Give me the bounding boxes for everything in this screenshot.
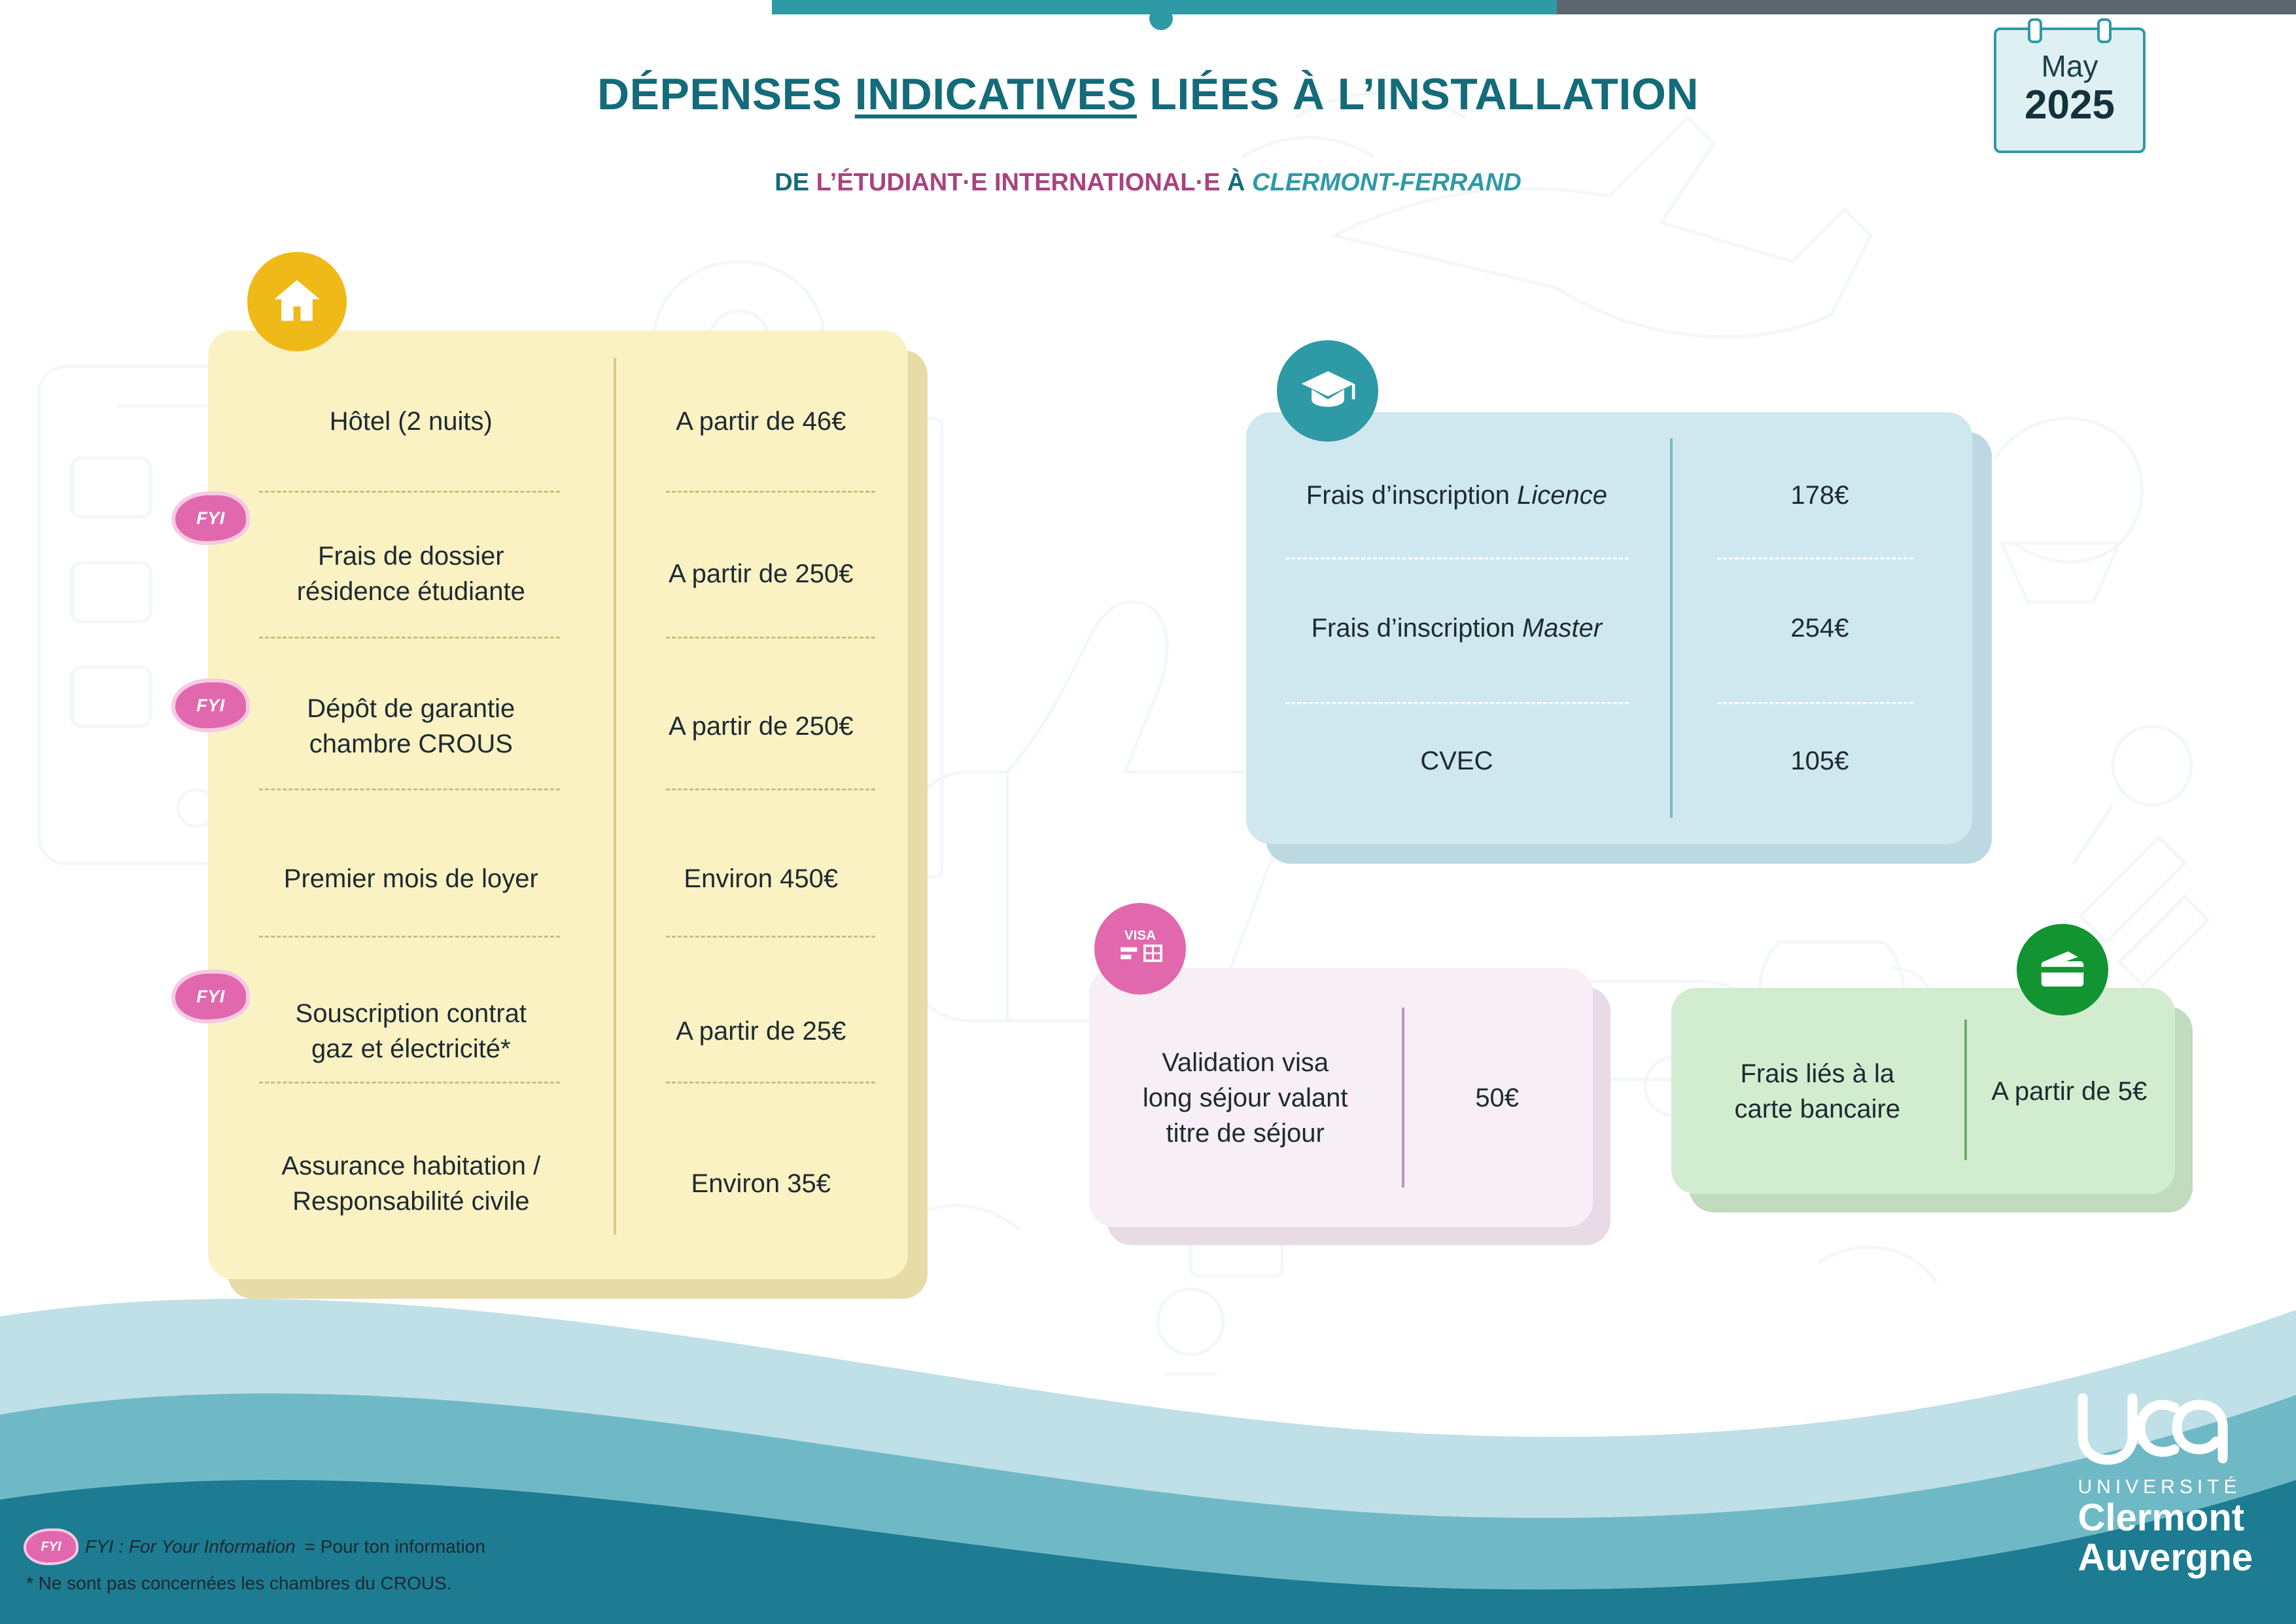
housing-row-0-value: A partir de 46€ bbox=[676, 406, 846, 436]
tuition-separator-1-right bbox=[1717, 702, 1913, 704]
subtitle-highlight: L’ÉTUDIANT·E INTERNATIONAL·E bbox=[816, 169, 1221, 196]
table-row bbox=[208, 955, 908, 1107]
tuition-row-0-label-text: Frais d’inscription bbox=[1306, 481, 1518, 510]
housing-rows bbox=[208, 330, 908, 1279]
bank-card-icon bbox=[2017, 924, 2108, 1015]
visa-card-icon bbox=[1094, 903, 1186, 995]
page-subtitle bbox=[0, 169, 2296, 197]
subtitle-city: CLERMONT-FERRAND bbox=[1252, 169, 1522, 196]
title-part-1: DÉPENSES bbox=[597, 69, 855, 119]
housing-row-3-value: Environ 450€ bbox=[684, 864, 839, 893]
tuition-separator-0-left bbox=[1285, 557, 1629, 559]
table-row bbox=[208, 345, 908, 497]
title-underlined-word: INDICATIVES bbox=[854, 69, 1137, 119]
tuition-row-2-value: 105€ bbox=[1790, 746, 1849, 775]
housing-row-5-value: Environ 35€ bbox=[691, 1169, 831, 1198]
housing-separator-3-left bbox=[259, 936, 560, 938]
tuition-rows bbox=[1246, 412, 1972, 844]
page-title bbox=[0, 69, 2296, 120]
table-row bbox=[1089, 980, 1593, 1215]
visa-row-0-value: 50€ bbox=[1475, 1083, 1520, 1112]
fyi-badge: FYI bbox=[175, 495, 246, 541]
housing-separator-3-right bbox=[666, 936, 875, 938]
table-row bbox=[208, 1107, 908, 1260]
top-bar-dot bbox=[1149, 7, 1173, 30]
calendar-year: 2025 bbox=[2025, 82, 2115, 128]
visa-card bbox=[1089, 968, 1593, 1227]
subtitle-prefix: DE bbox=[774, 169, 816, 196]
graduation-cap-icon bbox=[1277, 340, 1378, 442]
housing-separator-0-right bbox=[666, 491, 875, 493]
top-bar-gray-segment bbox=[1557, 0, 2296, 14]
housing-row-4-label: Souscription contrat gaz et électricité* bbox=[295, 998, 527, 1063]
fyi-badge-small: FYI bbox=[26, 1531, 76, 1562]
home-icon bbox=[247, 252, 347, 351]
uca-logo bbox=[2078, 1393, 2253, 1578]
table-row bbox=[208, 650, 908, 802]
tuition-row-1-label bbox=[1246, 610, 1667, 646]
table-row bbox=[208, 497, 908, 650]
subtitle-mid: À bbox=[1220, 169, 1253, 196]
tuition-card bbox=[1246, 412, 1972, 844]
visa-rows bbox=[1089, 968, 1593, 1227]
table-row bbox=[1246, 562, 1972, 695]
footnotes bbox=[26, 1531, 485, 1594]
calendar-ring-right bbox=[2097, 18, 2112, 43]
housing-separator-1-left bbox=[259, 637, 560, 639]
housing-row-5-label: Assurance habitation / Responsabilité civile bbox=[281, 1151, 541, 1216]
housing-separator-0-left bbox=[259, 491, 560, 493]
housing-row-3-label: Premier mois de loyer bbox=[283, 864, 538, 893]
tuition-row-0-label bbox=[1246, 478, 1667, 513]
footnote-fyi-italic: FYI : For Your Information bbox=[85, 1536, 296, 1557]
housing-row-4-value: A partir de 25€ bbox=[676, 1016, 846, 1046]
housing-separator-1-right bbox=[666, 637, 875, 639]
housing-row-2-label: Dépôt de garantie chambre CROUS bbox=[307, 694, 515, 758]
tuition-row-1-label-italic: Master bbox=[1522, 614, 1603, 643]
housing-separator-2-right bbox=[666, 788, 875, 790]
tuition-row-1-value: 254€ bbox=[1790, 614, 1849, 643]
bank-rows bbox=[1671, 988, 2175, 1194]
table-row bbox=[1246, 694, 1972, 827]
calendar-month: May bbox=[2041, 49, 2098, 83]
table-row bbox=[1671, 1000, 2175, 1182]
bank-row-0-value: A partir de 5€ bbox=[1991, 1076, 2148, 1106]
fyi-badge: FYI bbox=[175, 974, 246, 1019]
tuition-row-2-label: CVEC bbox=[1420, 746, 1493, 775]
visa-row-0-label: Validation visa long séjour valant titre de séjour bbox=[1142, 1048, 1348, 1148]
fyi-badge: FYI bbox=[175, 682, 246, 728]
visa-column-divider bbox=[1402, 1008, 1404, 1188]
logo-line-2: Auvergne bbox=[2078, 1536, 2253, 1580]
footnote-fyi-rest: = Pour ton information bbox=[304, 1536, 485, 1557]
housing-column-divider bbox=[614, 358, 616, 1235]
housing-row-1-label: Frais de dossier résidence étudiante bbox=[296, 541, 525, 606]
bank-card bbox=[1671, 988, 2175, 1194]
title-part-2: LIÉES À L’INSTALLATION bbox=[1136, 69, 1699, 119]
tuition-separator-1-left bbox=[1285, 702, 1629, 704]
housing-separator-4-right bbox=[666, 1082, 875, 1084]
housing-row-2-value: A partir de 250€ bbox=[669, 711, 854, 741]
housing-separator-2-left bbox=[259, 788, 560, 790]
housing-card bbox=[208, 330, 908, 1279]
footnote-asterisk: * Ne sont pas concernées les chambres du CROUS. bbox=[26, 1573, 452, 1593]
tuition-row-1-label-text: Frais d’inscription bbox=[1311, 614, 1522, 643]
table-row bbox=[208, 802, 908, 955]
calendar-ring-left bbox=[2028, 18, 2042, 43]
bank-row-0-label: Frais liés à la carte bancaire bbox=[1734, 1059, 1901, 1123]
top-bar bbox=[0, 0, 2296, 14]
top-bar-white-segment bbox=[0, 0, 772, 14]
uca-logo-mark bbox=[2078, 1393, 2228, 1465]
tuition-row-0-label-italic: Licence bbox=[1517, 481, 1607, 510]
logo-line-1: Clermont bbox=[2078, 1496, 2245, 1540]
tuition-row-0-value: 178€ bbox=[1790, 481, 1849, 510]
tuition-separator-0-right bbox=[1717, 557, 1913, 559]
housing-separator-4-left bbox=[259, 1082, 560, 1084]
bank-column-divider bbox=[1964, 1019, 1967, 1160]
logo-university-word: UNIVERSITÉ bbox=[2078, 1476, 2242, 1498]
housing-row-1-value: A partir de 250€ bbox=[669, 559, 854, 588]
table-row bbox=[1246, 429, 1972, 562]
housing-row-0-label: Hôtel (2 nuits) bbox=[329, 406, 493, 436]
tuition-column-divider bbox=[1670, 438, 1673, 818]
calendar-badge bbox=[1994, 27, 2146, 153]
footnote-fyi bbox=[26, 1531, 485, 1562]
svg-text:VISA: VISA bbox=[1124, 928, 1157, 944]
